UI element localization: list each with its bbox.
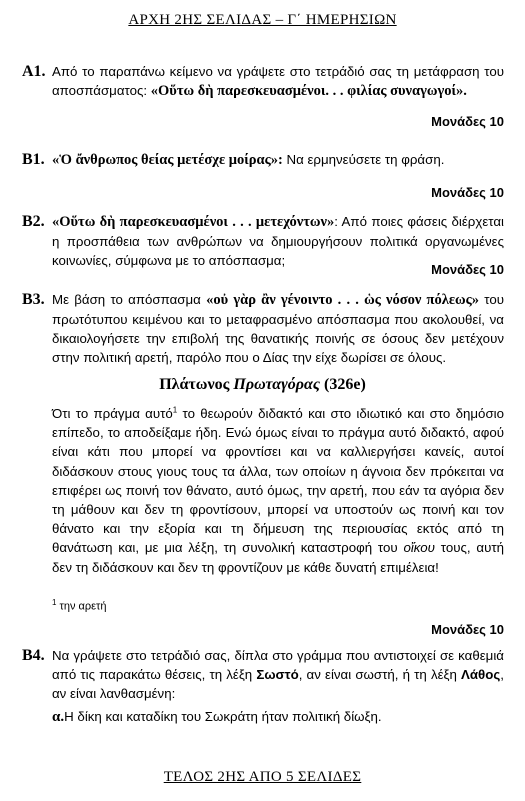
question-b1 (22, 150, 504, 170)
units-b2: Μονάδες 10 (431, 262, 504, 277)
question-label: Β1. (22, 151, 45, 168)
footnote: $^1$ την αρετή (52, 598, 107, 613)
quoted-passage: «Ὁ ἄνθρωπος θείας μετέσχε μοίρας»: (52, 152, 283, 168)
footnote-marker: 1 (172, 405, 178, 415)
translated-passage: Ότι το πράγμα αυτό$^1$ το θεωρούν διδακτό και στο ιδιωτικό και στο δημόσιο επίπεδο, το αποδείξαμε ήδη. Ενώ όμως είναι το πράγμα αυτό διδακτό, αφού είναι κάτι που μπορεί να φροντίσει και να καλλιεργήσει κανείς, αυτοί διδάσκουν στους γιους τους τα άλλα, των οποίων η άγνοια δεν πρόκειται να επιφέρει ως ποινή τον θάνατο, αυτό όμως, την αρετή, που εάν τα αγόρια δεν τη μάθουν και δεν τη φροντίσουν, μπορεί να υποστούν ως ποινή και τον θάνατο και την εξορία και τη δήμευση της περιουσίας εκτός από τη θανάτωση και, με μια λέξη, τη συνολική καταστροφή του οἴκου τους, αυτή δεν τη διδάσκουν και δεν τη φροντίζουν με κάθε δυνατή επιμέλεια! (52, 405, 505, 575)
passage-title: Πλάτωνος Πρωταγόρας (326e) (159, 376, 366, 393)
page-header: ΑΡΧΗ 2ΗΣ ΣΕΛΙΔΑΣ – Γ΄ ΗΜΕΡΗΣΙΩΝ (128, 12, 397, 28)
question-label: Β4. (22, 647, 45, 664)
question-text: Με βάση το απόσπασμα «οὐ γὰρ ἂν γένοιντο . . . ὡς νόσον πόλεως» του πρωτότυπου κειμένου και το μεταφρασμένο απόσπασμα που ακολουθεί, να δικαιολογήσετε την επιβολή της θανατικής ποινής σε όσους δεν μετέχουν στην πολιτική αρετή, παρόλο που ο Δίας την είχε δωρίσει σε όλους. (52, 292, 504, 365)
question-text: Από το παραπάνω κείμενο να γράψετε στο τετράδιό σας τη μετάφραση του αποσπάσματος: «Οὕτω δὴ παρεσκευασμένοι. . . φιλίας συναγωγοί». (52, 64, 504, 99)
question-text: Να γράψετε στο τετράδιό σας, δίπλα στο γράμμα που αντιστοιχεί σε καθεμιά από τις παρακάτω θέσεις, τη λέξη Σωστό, αν είναι σωστή, ή τη λέξη Λάθος, αν είναι λανθασμένη: (52, 648, 504, 701)
question-label: Α1. (22, 63, 46, 80)
quoted-passage: «Οὕτω δὴ παρεσκευασμένοι. . . φιλίας συναγωγοί». (150, 83, 467, 99)
question-label: Β3. (22, 291, 45, 308)
quoted-passage: «οὐ γὰρ ἂν γένοιντο . . . ὡς νόσον πόλεως» (206, 292, 480, 308)
page-footer: ΤΕΛΟΣ 2ΗΣ ΑΠΟ 5 ΣΕΛΙΔΕΣ (163, 769, 362, 785)
statement-item: α.Η δίκη και καταδίκη του Σωκράτη ήταν πολιτική δίωξη. (52, 709, 382, 725)
question-a1 (22, 62, 504, 101)
units-b3: Μονάδες 10 (431, 622, 504, 637)
question-b4 (22, 646, 504, 727)
quoted-passage: «Οὕτω δὴ παρεσκευασμένοι . . . μετεχόντων» (52, 214, 335, 230)
question-text: «Οὕτω δὴ παρεσκευασμένοι . . . μετεχόντων»: Από ποιες φάσεις διέρχεται η προσπάθεια των ανθρώπων να δημιουργήσουν πολιτικά οργανωμένες κοινωνίες, σύμφωνα με το απόσπασμα; (52, 214, 504, 268)
question-text: «Ὁ ἄνθρωπος θείας μετέσχε μοίρας»: Να ερμηνεύσετε τη φράση. (52, 152, 445, 168)
question-label: Β2. (22, 213, 45, 230)
units-a1: Μονάδες 10 (431, 114, 504, 129)
units-b1: Μονάδες 10 (431, 185, 504, 200)
question-b3 (22, 290, 504, 367)
